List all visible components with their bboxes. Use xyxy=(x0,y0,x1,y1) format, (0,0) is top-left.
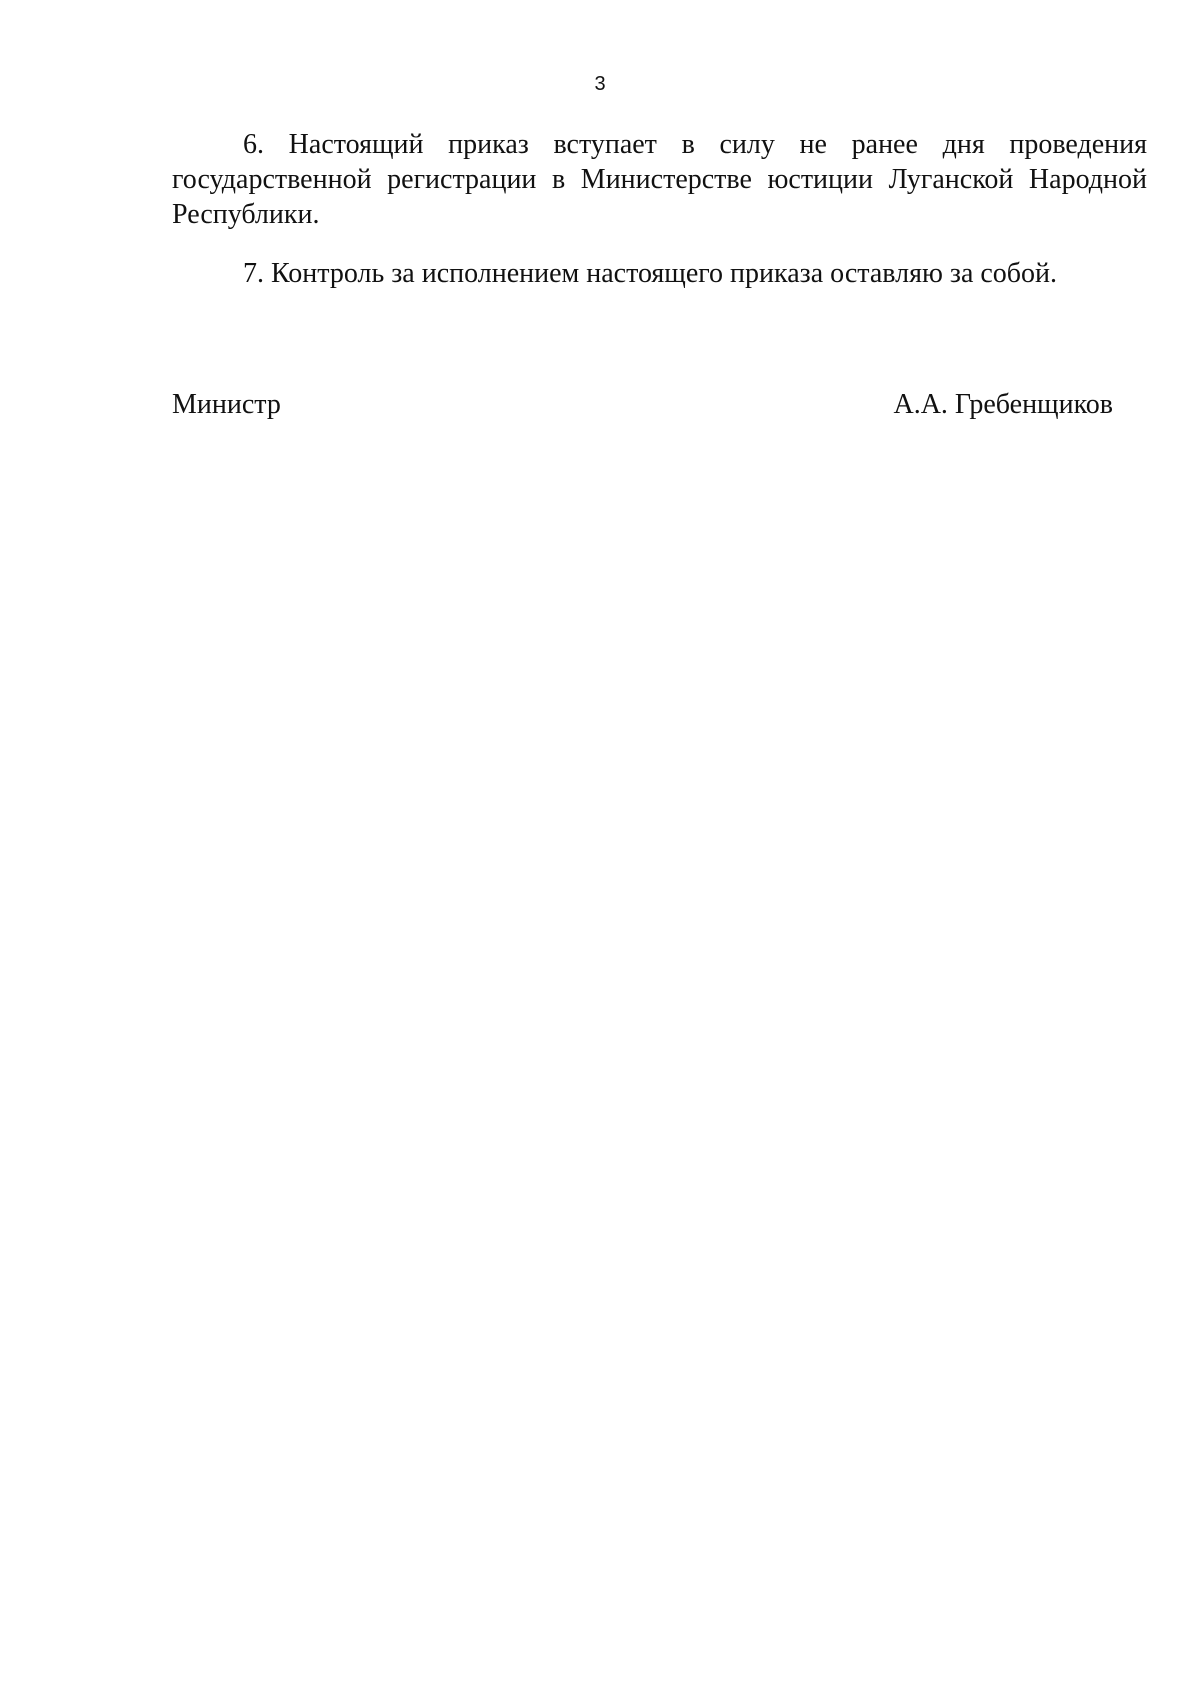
signature-name: А.А. Гребенщиков xyxy=(893,389,1113,420)
paragraph-6: 6. Настоящий приказ вступает в силу не ранее дня проведения государственной регистрации в Министерстве юстиции Луганской Народной Республики. xyxy=(172,129,1147,230)
paragraph-7: 7. Контроль за исполнением настоящего приказа оставляю за собой. xyxy=(243,258,1058,289)
signature-title: Министр xyxy=(172,389,281,420)
page-number: 3 xyxy=(594,73,606,95)
